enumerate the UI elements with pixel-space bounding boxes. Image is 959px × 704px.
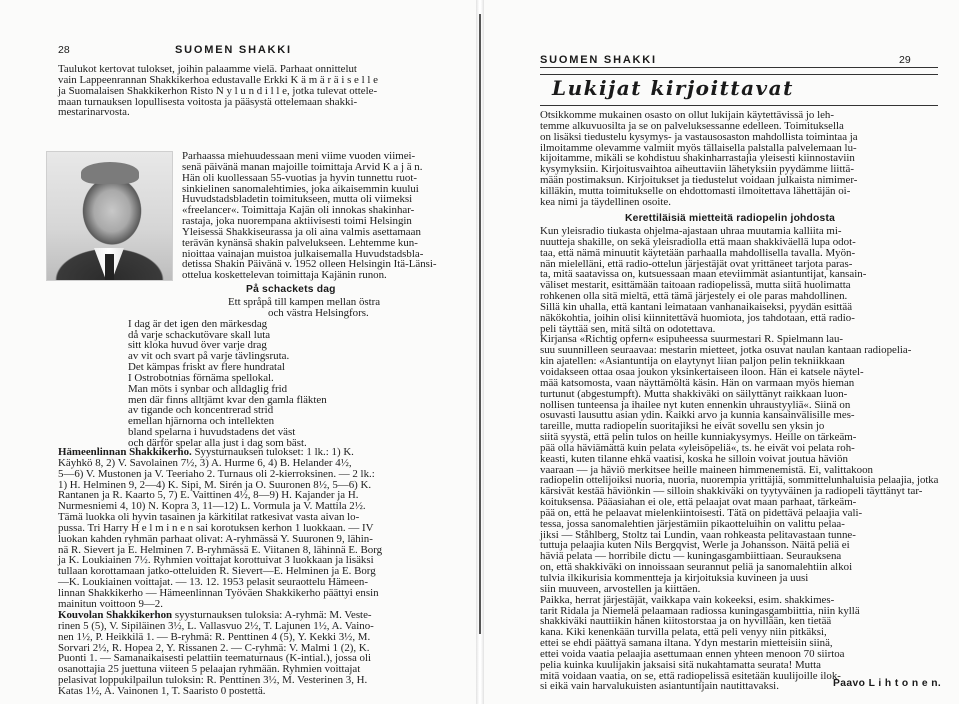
text-line: tulvia ilkikurisia kommentteja ja kirjoituksia kuvineen ja uusi (540, 572, 809, 584)
text-line: ta, mitä saatavissa on, kutsuessaan maan eteviimmät asiantuntijat, kansain- (540, 268, 867, 281)
text-line: linnan Shakkikerho — Hämeenlinnan Työväen Shakkikerho päättyi ensin (58, 586, 379, 599)
text-line: on lisäksi tiedustelu kysymys- ja vastausosaston mahdollista toimintaa ja (540, 130, 858, 143)
text-line: Kirjansa «Richtig opfern« esipuheessa suurmestari R. Spielmann lau- (540, 333, 844, 346)
text-line: ettei se ehdi päättyä samana iltana. Ydyn mestarin mietteisiin siinä, (540, 637, 833, 650)
text-line: kea nimi ja täydellinen osoite. (540, 195, 671, 208)
text-line: ja K. Loukiainen 7½. Ryhmien voittajat korottuivat 3 luokkaan ja lisäksi (58, 554, 374, 567)
text-line: tuttuja pelaajia kuten Nils Bergqvist, Werle ja Johansson. Näitä peliä ei (540, 539, 850, 552)
text-line: senä päivänä manan majoille toimittaja Arvid K a j ä n. (182, 160, 423, 173)
text-line: pää olla häviämättä kuin pelata «yleisöpeliä«, ts. he eivät voi pelata roh- (540, 441, 855, 454)
text-line: —K. Loukiainen voittajat. — 13. 12. 1953 pelasit seuraottelu Hämeen- (58, 576, 369, 589)
text-line: tullaan korottamaan jatko-otteluiden R. Sievert—E. Helminen ja E. Borg (58, 565, 376, 578)
text-line: on, että shakkiväki on innoissaan seurannut peliä ja sanomalehtiin alkoi (540, 561, 853, 574)
text-line: bland spelarna i huvudstadens det väst (128, 426, 296, 439)
text-line: emellan hjärnorna och intellekten (128, 415, 275, 428)
text-line: keasti, kuten tilanne ehkä vaatisi, koska he silloin voivat joutua häviön (540, 452, 848, 465)
text-line: nän mielelläni, että radio-ottelun järjestäjät ovat yrittäneet tarjota paras- (540, 257, 853, 270)
text-line: pelasivat loppukilpailun tuloksin: R. Penttinen 3½, M. Vesterinen 3, H. (58, 674, 368, 687)
portrait-photo (46, 151, 173, 281)
text-line: kin ajatellen: «Asiantuntija on elaytynyt liian paljon pelin tekniikkaan (540, 355, 845, 368)
text-line: Katas 1½, A. Vainonen 1, T. Saaristo 0 postettä. (58, 684, 266, 697)
text-line: turtunut (abgestumpft). Mutta shakkiväki on säilyttänyt raikkaan luon- (540, 387, 848, 400)
poem-title: På schackets dag (246, 284, 336, 295)
text-line: si eikä vain harvalukuisten asiantuntijain nautittavaksi. (540, 680, 779, 693)
left-page (0, 0, 476, 704)
section-intro (540, 110, 938, 208)
text-line: mestarinarvosta. (58, 106, 130, 119)
text-line: Tämä luokka oli hyvin tasainen ja kärkitilat ratkesivat vasta aivan lo- (58, 511, 360, 524)
text-line: I Ostrobotnias förnäma spellokal. (128, 371, 274, 384)
section-lead: Hämeenlinnan Shakkikerho. (58, 446, 192, 458)
text-line: jiksi — Ståhlberg, Stoltz tai Lundin, vaan rohkeasta pelitavastaan tunne- (540, 528, 856, 541)
text-line: Rantanen ja R. Kaarto 5, 7) E. Vaittinen 4½, 8—9) H. Kajander ja H. (58, 489, 359, 502)
text-line: rohkenen olla sitä mieltä, että tämä järjestely ei ole paras mahdollinen. (540, 290, 848, 303)
text-line: Puonti 1. — Samanaikaisesti pelattiin teematurnaus (K-intial.), jossa oli (58, 652, 372, 665)
text-line: Huvudstadsbladetin toimitukseen, mutta oli viimeksi (182, 193, 413, 206)
text-line: Sillä kin uhalla, että kantani leimataan vanhanaikaiseksi, pyydän esittää (540, 300, 853, 313)
page-number-right: 29 (899, 54, 911, 66)
text-line: Nurmesniemi 4, 10) N. Kopra 3, 11—12) L. Vormula ja V. Mattila 2½. (58, 500, 366, 513)
text-line: koituksensa. Pääasiahan ei ole, että pelaajat ovat maan parhaat, tärkeäm- (540, 496, 857, 509)
text-line: ilmoitamme olevamme valmiit myös tällaisella palstalla palvelemaan lu- (540, 141, 857, 154)
hameenlinna-report (58, 447, 456, 610)
text-line: häviä pelata — horribile dictu — kuningasgambiittiaan. Seurauksena (540, 550, 842, 563)
text-line: kana. Kiki kenenkään turvilla pelata, että peli venyy niin pitkäksi, (540, 626, 827, 639)
signature: Paavo L i h t o n e n. (833, 678, 942, 689)
text-line: tarit Ridala ja Niemelä pelaamaan radiossa kuningasgambiittia, niin kyllä (540, 604, 860, 617)
text-line: shakkiväki nauttiikin hänen kiitostorstaa ja on hyvillään, ken tietää (540, 615, 832, 628)
text-line: vain Lappeenrannan Shakkikerhoa edustavalle Erkki K ä m ä r ä i s e l l e (58, 73, 378, 86)
article-title: Kerettiläisiä mietteitä radiopelin johdosta (625, 213, 836, 224)
text-line: Taulukot kertovat tulokset, joihin palaamme vielä. Parhaat onnittelut (58, 63, 357, 75)
text-line: av vit och svart på varje tävlingsruta. (128, 350, 290, 363)
text-line: 1) H. Helminen 9, 2—4) K. Sipi, M. Sirén ja O. Suuronen 8½, 5—6) K. (58, 478, 372, 491)
text-line: rinen 5 (5), V. Sipiläinen 3½, L. Vallasvuo 2½, T. Lajunen 1½, A. Vaino- (58, 619, 374, 632)
text-line: tessa, jossa sanomalehtien järjestämiin pikaotteluihin on valittu pelaa- (540, 517, 845, 530)
text-line: nä R. Sievert ja E. Helminen 7. B-ryhmässä E. Viitanen 8, lähinnä E. Borg (58, 543, 383, 556)
text-line: taa, että nämä minuutit käytetään parhaalla mahdollisella tavalla. Myön- (540, 246, 856, 259)
text-line: kijoitamme, mikäli se kohdistuu shakinharrastajia yleisesti kiinnostaviin (540, 152, 855, 165)
text-line: Hän oli kuollessaan 55-vuotias ja hyvin tunnettu ruot- (182, 171, 418, 184)
text-line: Yleisessä Shakkiseurassa ja oli aina valmis asettamaan (182, 225, 421, 238)
text-line: men där finns alltjämt kvar den gamla fläkten (128, 393, 327, 406)
text-line: siitä syystä, että pelin tulos on heille kunniakysymys. Heille on tärkeäm- (540, 431, 857, 444)
text-line: nen 1½, P. Heikkilä 1. — B-ryhmä: R. Penttinen 4 (5), Y. Kekki 3½, M. (58, 630, 371, 643)
text-line: Kun yleisradio tiukasta ohjelma-ajastaan uhraa muutamia kalliita mi- (540, 225, 842, 237)
text-line: kärsivät kestää häviönkin — silloin shakkiväki on tyytyväinen ja radiopeli täyttänyt tar- (540, 485, 923, 498)
text-line: detissa Shakin Päivänä v. 1952 olleen Helsingin Itä-Länsi- (182, 258, 437, 271)
text-line: Man möts i synbar och alldaglig frid (128, 382, 288, 395)
text-line: luokan kahden ryhmän parhaat olivat: A-ryhmässä Y. Suuronen 9, lähin- (58, 532, 373, 545)
text-line: 5—6) V. Mustonen ja V. Teeriaho 2. Turnaus oli 2-kierroksinen. — 2 lk.: (58, 467, 375, 480)
text-line: radiopelin ottelijoiksi nuoria, nuoria, nuorempia yrittäjiä, sommittelunhaluisia pelaajia, jotka (540, 474, 939, 487)
text-line: ottelua koskettelevan toimittaja Kajänin runon. (182, 269, 387, 282)
text-line: pää on, että he pelaavat mielenkiintoisesti. Tätä on pidettävä pelaajia vali- (540, 506, 863, 519)
text-line: temme alkuvuosilta ja se on palveluksessanne edelleen. Toimituksella (540, 119, 844, 132)
text-line: «freelancer«. Toimittaja Kajän oli innokas shakinhar- (182, 204, 415, 217)
text-line: och därför spelar alla just i dag som bäst. (128, 436, 307, 449)
text-line: I dag är det igen den märkesdag (128, 317, 268, 330)
text-line: Otsikkomme mukainen osasto on ollut lukijain käytettävissä jo leh- (540, 109, 835, 121)
text-line: Käyhkö 8, 2) V. Savolainen 7½, 3) A. Hurme 6, 4) B. Helander 4½, (58, 456, 352, 469)
text-line: nioittaa vainajan muistoa julkaisemalla Huvudstadsbla- (182, 247, 424, 260)
text-line: peli täyttää sen, mitä siltä on odotettava. (540, 322, 716, 335)
text-line: terävän kynänsä shakin palvelukseen. Lehtemme kun- (182, 236, 418, 249)
text-line: rastaja, joka nuorempana aktiivisesti toimi Helsingin (182, 215, 412, 228)
section-lead: Kouvolan Shakkikerhon (58, 609, 173, 621)
text-line: av tigande och koncentrerad strid (128, 404, 274, 417)
text-line: voidakseen ottaa osaa joukon yksinkertaiseen iloon. Hän ei katsele näytel- (540, 365, 864, 378)
text-line: sinkielinen sanomalehtimies, joka aikaisemmin kuului (182, 182, 419, 195)
text-line: ettei voida vaatia pelaajia asettumaan ennen yhteen menoon 70 siirtoa (540, 647, 845, 660)
text-line: väliset mestarit, esittämään taitoaan radiopelissä, mutta siitä huolimatta (540, 279, 851, 292)
obituary-paragraph (182, 151, 454, 281)
running-head-right: SUOMEN SHAKKI (540, 54, 657, 66)
lead-rest: syysturnauksen tuloksia: A-ryhmä: M. Veste- (172, 609, 372, 621)
text-line: maan turnauksen lopullisesta voitosta ja pääsystä ottelemaan shakki- (58, 95, 358, 108)
page-number-left: 28 (58, 44, 70, 56)
text-line: ja Suomalaisen Shakkikerhon Risto N y l u n d i l l e, jotka tulevat ottele- (58, 84, 378, 97)
text-line: mitä voidaan vaatia, on se, että radiopelissä esitetään kuulijoille ilok- (540, 669, 841, 682)
text-line: Det kämpas friskt av flere hundratal (128, 361, 285, 374)
text-line: nollisen tunteensa ja ihailee nyt kuten ennenkin uhraustyyliä«. Siinä on (540, 398, 851, 411)
text-line: siin muuveen, arvostellen ja kiittäen. (540, 582, 701, 595)
text-line: och västra Helsingfors. (268, 306, 369, 319)
section-title: Lukijat kirjoittavat (552, 76, 794, 100)
text-line: pussa. Tri Harry H e l m i n e n sai korotuksen kerhon 1 luokkaan. — IV (58, 521, 374, 534)
text-line: mään postimaksun. Kirjoitukset ja tiedustelut voidaan julkaista nimimer- (540, 174, 858, 187)
text-line: pelia kuinka kuulijakin jaksaisi sitä nukahtamatta seurata! Mutta (540, 658, 821, 671)
text-line: osuvasti lausuttu asian ydin. Kaikki arvo ja kunnia kansainvälisille mes- (540, 409, 855, 422)
text-line: tareille, mutta radiopelin suoritajiksi he eivät sovellu sen yksin jo (540, 420, 825, 433)
text-line: suu suunnilleen seuraavaa: mestarin mietteet, jotka osuvat naulan kantaan radiopelia- (540, 344, 912, 357)
text-line: sitt kloka huvud över varje drag (128, 339, 267, 352)
text-line: nuutteja shakille, on sekä yleisradiolla että maan shakkiväellä lupa odot- (540, 235, 856, 248)
text-line: då varje schackutövare skall luta (128, 328, 271, 341)
article-body (540, 226, 938, 692)
kouvola-report (58, 610, 456, 697)
text-line: kysymyksiin. Kirjoitusvaihtoa aiheuttaviin lähetyksiin pyydämme liittä- (540, 163, 854, 176)
text-line: Sorvari 2½, R. Hopea 2, Y. Rissanen 2. — C-ryhmä: V. Malmi 1 (2), K. (58, 641, 370, 654)
text-line: näkökohtia, joihin olisi kiinnitettävä huomiota, jos tahdotaan, että radio- (540, 311, 855, 324)
poem (128, 297, 458, 449)
text-line: mainitun voittoon 9—2. (58, 597, 163, 610)
text-line: vaaraan — ja häviö merkitsee heille maineen himmenemistä. Ei, valittakoon (540, 463, 873, 476)
text-line: killäkin, mutta toimitukselle on ehdottomasti ilmoitettava lähettäjän oi- (540, 184, 851, 197)
text-line: mää katsomosta, vaan näyttämöltä käsin. Hän on varmaan myös hieman (540, 376, 855, 389)
intro-paragraph (58, 64, 446, 118)
running-head-left: SUOMEN SHAKKI (175, 44, 292, 56)
text-line: Parhaassa miehuudessaan meni viime vuoden viimei- (182, 150, 416, 162)
text-line: Paikka, herrat järjestäjät, vaikkapa vain kokeeksi, esim. shakkimes- (540, 593, 835, 606)
lead-rest: Syysturnauksen tulokset: 1 lk.: 1) K. (191, 446, 354, 458)
text-line: Ett språpå till kampen mellan östra (228, 296, 381, 308)
text-line: osanottajia 25 juettuna viiteen 5 pelaajan ryhmään. Ryhmien voittajat (58, 663, 361, 676)
